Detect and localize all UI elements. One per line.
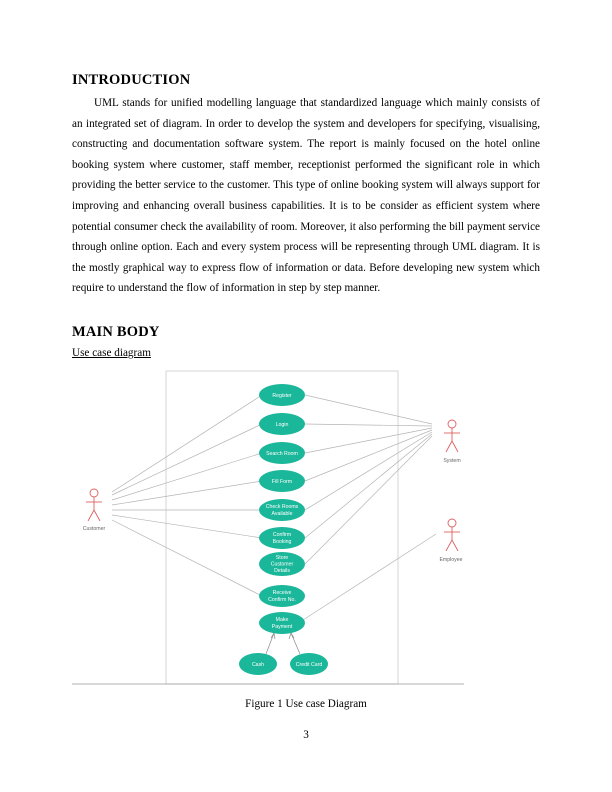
figure-caption: Figure 1 Use case Diagram — [245, 698, 367, 710]
system-associations — [305, 395, 432, 564]
use-case-receive-confirm — [259, 585, 305, 607]
use-case-receive-confirm-line-2: Confirm No. — [268, 597, 296, 603]
use-case-cash — [239, 653, 277, 675]
use-case-confirm-booking — [259, 527, 305, 549]
generalization-arrows — [266, 633, 300, 654]
use-case-search-room-label: Search Room — [266, 451, 298, 457]
use-case-fill-form-label: Fill Form — [271, 479, 293, 485]
use-case-register-label: Register — [272, 393, 292, 399]
use-case-store-details-line-2: Customer — [270, 561, 294, 568]
use-case-cash-label: Cash — [251, 662, 265, 668]
actor-system — [444, 420, 460, 452]
employee-association — [303, 534, 436, 620]
use-case-register — [259, 384, 305, 406]
use-case-store-details — [259, 552, 305, 576]
actor-employee-label: Employee — [439, 557, 463, 563]
use-case-credit-card — [290, 653, 328, 675]
use-case-make-payment — [259, 612, 305, 634]
use-case-make-payment-line-2: Payment — [271, 624, 293, 630]
actor-customer — [86, 489, 102, 521]
intro-paragraph: UML stands for unified modelling language that standardized language which mainly consists of an integrated set of diagram. In order to develop the system and developers for specifying, visualising, constructing and documentation software system. The report is mainly focused on the hotel online booking system where customer, staff member, receptionist performed the significant role in which providing the better service to the customer. This type of online booking system will always support for improving and enhancing overall business capabilities. It is to be consider as efficient system where potential consumer check the availability of room. Moreover, it also performing the bill payment service through online option. Each and every system process will be representing through UML diagram. It is the mostly graphical way to express flow of information or data. Before developing new system which require to understand the flow of information in step by step manner. — [72, 97, 540, 295]
use-case-fill-form — [259, 470, 305, 492]
use-case-store-details-line-1: Store — [275, 555, 289, 561]
use-case-store-details-line-3: Details — [274, 568, 290, 574]
actor-employee — [444, 519, 460, 551]
use-case-check-rooms — [259, 499, 305, 521]
use-case-receive-confirm-line-1: Receive — [272, 590, 292, 596]
use-case-confirm-booking-line-1: Confirm — [272, 532, 292, 538]
use-case-credit-card-label: Credit Card — [295, 662, 323, 668]
use-case-login — [259, 413, 305, 435]
actor-customer-label: Customer — [82, 526, 106, 532]
use-case-search-room — [259, 442, 305, 464]
use-case-check-rooms-line-2: Available — [271, 511, 293, 517]
use-case-login-label: Login — [275, 422, 289, 428]
intro-heading: INTRODUCTION — [72, 72, 191, 88]
main-body-heading: MAIN BODY — [72, 324, 160, 340]
page-number: 3 — [303, 729, 309, 741]
use-case-diagram — [72, 362, 472, 688]
use-case-check-rooms-line-1: Check Rooms — [265, 504, 299, 510]
use-case-subheading: Use case diagram — [72, 347, 151, 359]
customer-associations — [112, 395, 262, 596]
use-case-confirm-booking-line-2: Booking — [272, 539, 292, 545]
actor-system-label: System — [443, 458, 461, 464]
use-case-make-payment-line-1: Make — [275, 617, 289, 623]
